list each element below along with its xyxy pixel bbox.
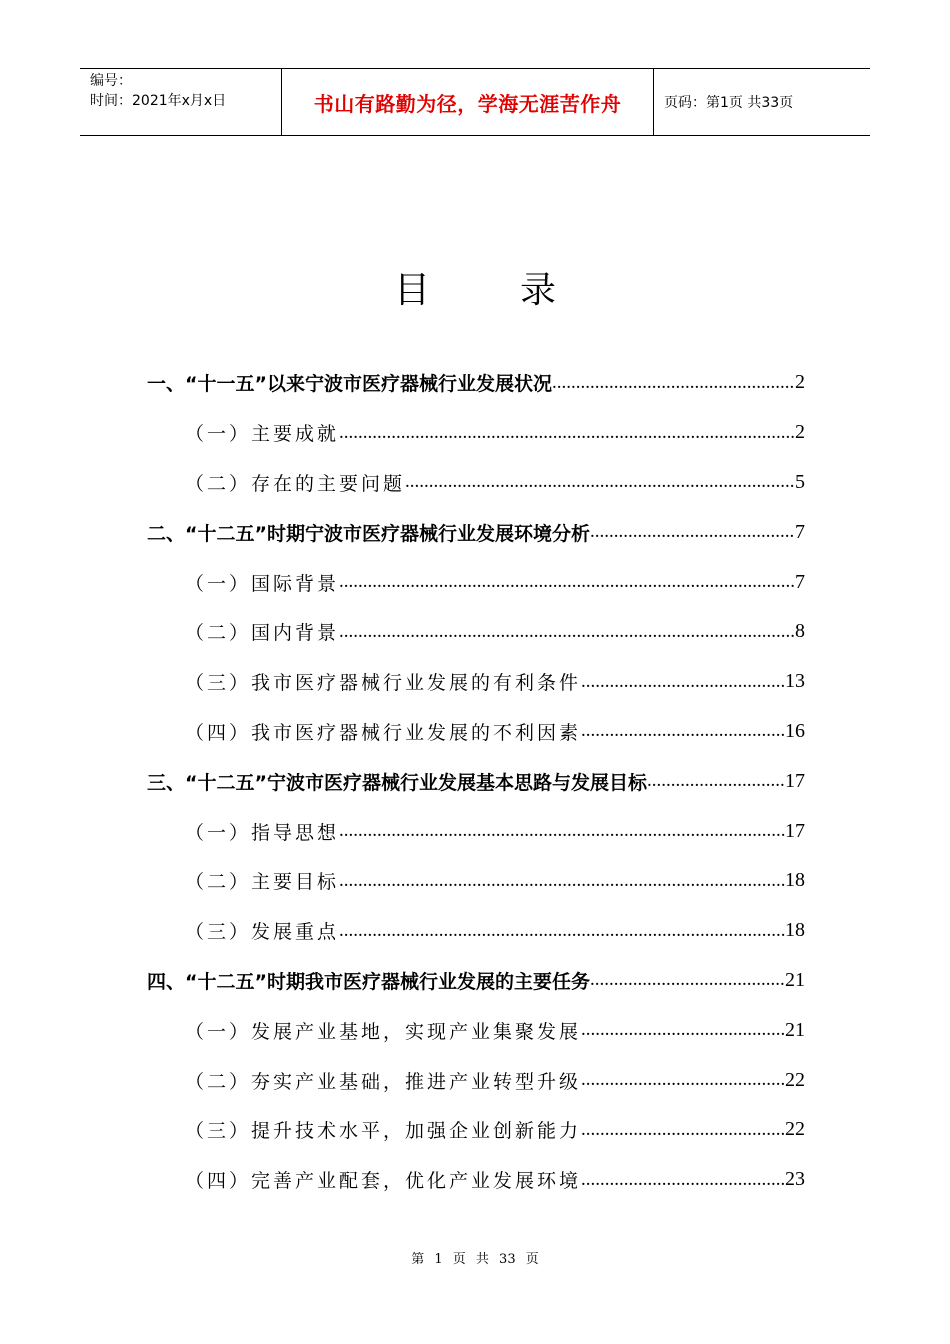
toc-subsection-entry[interactable] xyxy=(147,1005,805,1055)
toc-subsection-entry[interactable] xyxy=(147,1155,805,1205)
toc-page-number: 22 xyxy=(785,1118,805,1141)
toc-page-number: 16 xyxy=(785,719,805,742)
toc-dot-leader xyxy=(581,1169,785,1191)
toc-subsection-entry[interactable] xyxy=(147,806,805,856)
toc-dot-leader xyxy=(581,671,785,693)
toc-dot-leader xyxy=(339,870,785,892)
header-motto: 书山有路勤为径，学海无涯苦作舟 xyxy=(282,69,654,135)
title-char-2: 录 xyxy=(520,270,557,311)
toc-page-number: 7 xyxy=(795,570,805,593)
toc-dot-leader xyxy=(339,820,785,842)
toc-subsection-entry[interactable] xyxy=(147,657,805,707)
toc-page-number: 17 xyxy=(785,769,805,792)
toc-page-number: 13 xyxy=(785,670,805,693)
toc-entry-title: （一）指导思想 xyxy=(185,821,340,844)
toc-entry-title: （一）发展产业基地，实现产业集聚发展 xyxy=(185,1020,582,1043)
toc-page-number: 18 xyxy=(785,919,805,942)
serial-label: 编号： xyxy=(90,73,132,89)
toc-entry-title: （二）夯实产业基础，推进产业转型升级 xyxy=(185,1070,582,1093)
toc-page-number: 18 xyxy=(785,869,805,892)
toc-dot-leader xyxy=(339,920,785,942)
toc-entry-title: （四）我市医疗器械行业发展的不利因素 xyxy=(185,721,582,744)
toc-dot-leader xyxy=(552,372,795,394)
toc-entry-title: 二、“十二五”时期宁波市医疗器械行业发展环境分析 xyxy=(147,522,590,545)
toc-entry-title: （三）我市医疗器械行业发展的有利条件 xyxy=(185,672,582,695)
toc-page-number: 21 xyxy=(785,968,805,991)
toc-dot-leader xyxy=(581,720,785,742)
toc-entry-title: 四、“十二五”时期我市医疗器械行业发展的主要任务 xyxy=(147,970,590,993)
toc-page-number: 5 xyxy=(795,470,805,493)
toc-entry-title: （一）国际背景 xyxy=(185,572,340,595)
toc-dot-leader xyxy=(590,969,785,991)
toc-page-number: 21 xyxy=(785,1018,805,1041)
toc-page-number: 2 xyxy=(795,421,805,444)
toc-subsection-entry[interactable] xyxy=(147,458,805,508)
toc-page-number: 2 xyxy=(795,371,805,394)
toc-page-number: 7 xyxy=(795,520,805,543)
toc-dot-leader xyxy=(339,621,795,643)
toc-section-entry[interactable] xyxy=(147,358,805,408)
toc-page-number: 17 xyxy=(785,819,805,842)
toc-subsection-entry[interactable] xyxy=(147,906,805,956)
toc-subsection-entry[interactable] xyxy=(147,1105,805,1155)
toc-page-number: 22 xyxy=(785,1068,805,1091)
table-of-contents xyxy=(147,358,805,1205)
toc-entry-title: （二）国内背景 xyxy=(185,622,340,645)
toc-entry-title: （三）提升技术水平，加强企业创新能力 xyxy=(185,1120,582,1143)
toc-entry-title: 三、“十二五”宁波市医疗器械行业发展基本思路与发展目标 xyxy=(147,771,647,794)
toc-entry-title: （一）主要成就 xyxy=(185,423,340,446)
document-header xyxy=(80,68,870,136)
toc-dot-leader xyxy=(581,1019,785,1041)
toc-subsection-entry[interactable] xyxy=(147,1055,805,1105)
toc-entry-title: （二）存在的主要问题 xyxy=(185,472,406,495)
toc-subsection-entry[interactable] xyxy=(147,707,805,757)
toc-subsection-entry[interactable] xyxy=(147,408,805,458)
toc-dot-leader xyxy=(581,1119,785,1141)
toc-entry-title: （四）完善产业配套，优化产业发展环境 xyxy=(185,1170,582,1193)
toc-dot-leader xyxy=(339,422,795,444)
toc-section-entry[interactable] xyxy=(147,756,805,806)
toc-subsection-entry[interactable] xyxy=(147,557,805,607)
page-footer: 第 1 页 共 33 页 xyxy=(411,1252,539,1267)
time-label: 时间：2021年x月x日 xyxy=(90,93,227,109)
title-char-1: 目 xyxy=(393,270,430,311)
toc-entry-title: （三）发展重点 xyxy=(185,921,340,944)
toc-section-entry[interactable] xyxy=(147,507,805,557)
toc-dot-leader xyxy=(405,471,795,493)
toc-entry-title: 一、“十一五”以来宁波市医疗器械行业发展状况 xyxy=(147,373,552,396)
toc-dot-leader xyxy=(590,521,795,543)
toc-dot-leader xyxy=(647,770,785,792)
header-meta xyxy=(80,69,282,135)
toc-entry-title: （二）主要目标 xyxy=(185,871,340,894)
toc-dot-leader xyxy=(339,571,795,593)
toc-page-number: 8 xyxy=(795,620,805,643)
header-page-info: 页码：第1页 共33页 xyxy=(664,95,794,111)
toc-section-entry[interactable] xyxy=(147,956,805,1006)
toc-dot-leader xyxy=(581,1069,785,1091)
toc-subsection-entry[interactable] xyxy=(147,856,805,906)
toc-subsection-entry[interactable] xyxy=(147,607,805,657)
toc-page-number: 23 xyxy=(785,1168,805,1191)
page-title xyxy=(0,262,950,313)
